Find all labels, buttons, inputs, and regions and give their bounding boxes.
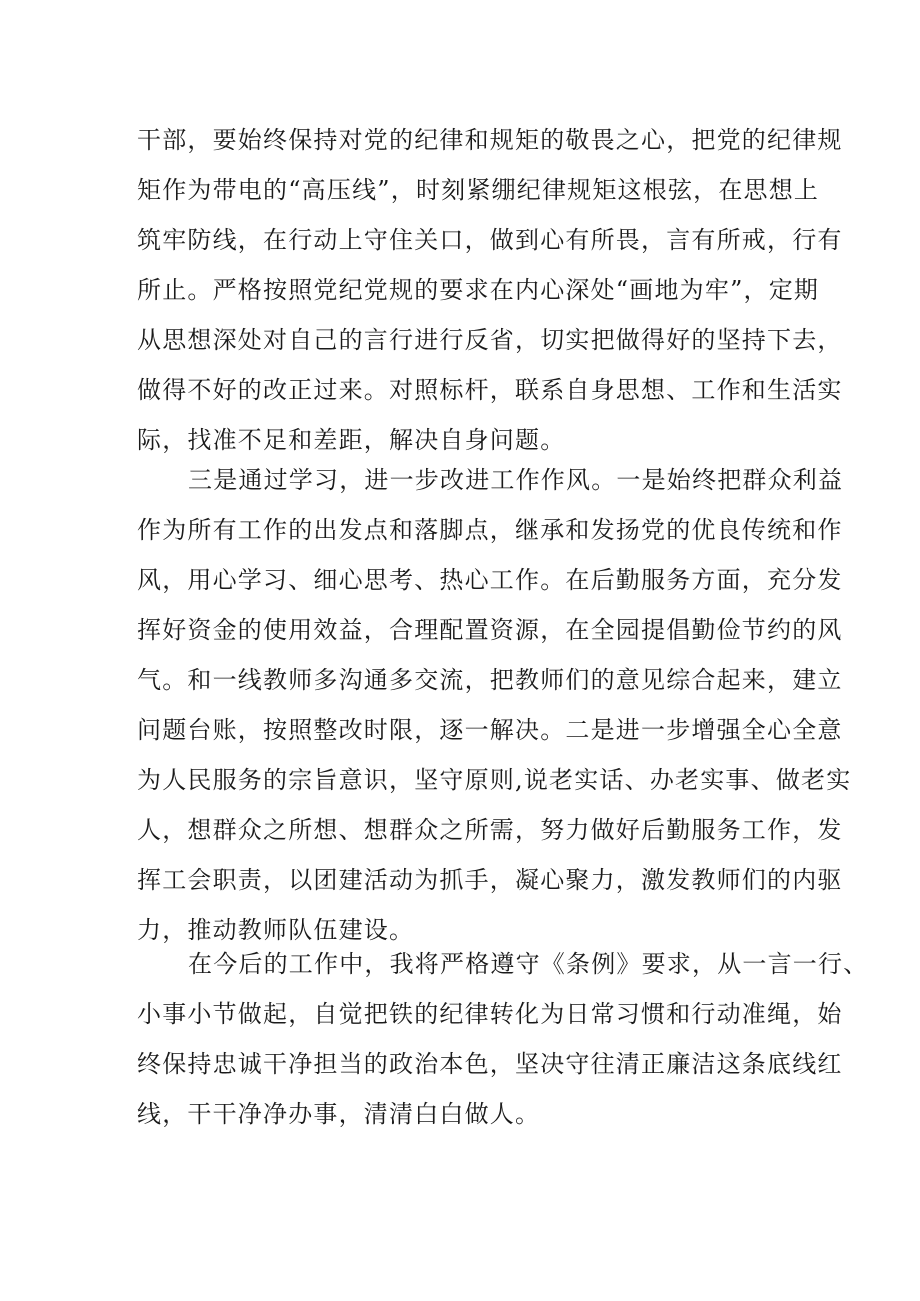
paragraph-line: 挥工会职责，以团建活动为抓手，凝心聚力，激发教师们的内驱 <box>137 866 843 894</box>
paragraph-line: 力，推动教师队伍建设。 <box>137 916 415 944</box>
paragraph-line: 为人民服务的宗旨意识，坚守原则,说老实话、办老实事、做老实 <box>137 766 852 794</box>
paragraph-line: 人，想群众之所想、想群众之所需，努力做好后勤服务工作，发 <box>137 816 843 844</box>
paragraph-line: 作为所有工作的出发点和落脚点，继承和发扬党的优良传统和作 <box>137 516 843 544</box>
paragraph-line: 线，干干净净办事，清清白白做人。 <box>137 1100 541 1128</box>
paragraph-line: 矩作为带电的“高压线”，时刻紧绷纪律规矩这根弦，在思想上 <box>137 176 820 204</box>
paragraph-line: 三是通过学习，进一步改进工作作风。一是始终把群众利益 <box>188 466 844 494</box>
paragraph-line: 干部，要始终保持对党的纪律和规矩的敬畏之心，把党的纪律规 <box>137 126 843 154</box>
paragraph-line: 风，用心学习、细心思考、热心工作。在后勤服务方面，充分发 <box>137 566 843 594</box>
paragraph-line: 做得不好的改正过来。对照标杆，联系自身思想、工作和生活实 <box>137 376 843 404</box>
paragraph-line: 所止。严格按照党纪党规的要求在内心深处“画地为牢”，定期 <box>137 276 820 304</box>
paragraph-line: 际，找准不足和差距，解决自身问题。 <box>137 426 566 454</box>
paragraph-line: 终保持忠诚干净担当的政治本色，坚决守往清正廉洁这条底线红 <box>137 1050 843 1078</box>
paragraph-line: 在今后的工作中，我将严格遵守《条例》要求，从一言一行、 <box>188 950 869 978</box>
paragraph-line: 问题台账，按照整改时限，逐一解决。二是进一步增强全心全意 <box>137 716 843 744</box>
paragraph-line: 从思想深处对自己的言行进行反省，切实把做得好的坚持下去， <box>137 326 843 354</box>
paragraph-line: 筑牢防线，在行动上守住关口，做到心有所畏，言有所戒，行有 <box>137 226 843 254</box>
paragraph-line: 气。和一线教师多沟通多交流，把教师们的意见综合起来，建立 <box>137 666 843 694</box>
paragraph-line: 小事小节做起，自觉把铁的纪律转化为日常习惯和行动准绳，始 <box>137 1000 843 1028</box>
paragraph-line: 挥好资金的使用效益，合理配置资源，在全园提倡勤俭节约的风 <box>137 616 843 644</box>
